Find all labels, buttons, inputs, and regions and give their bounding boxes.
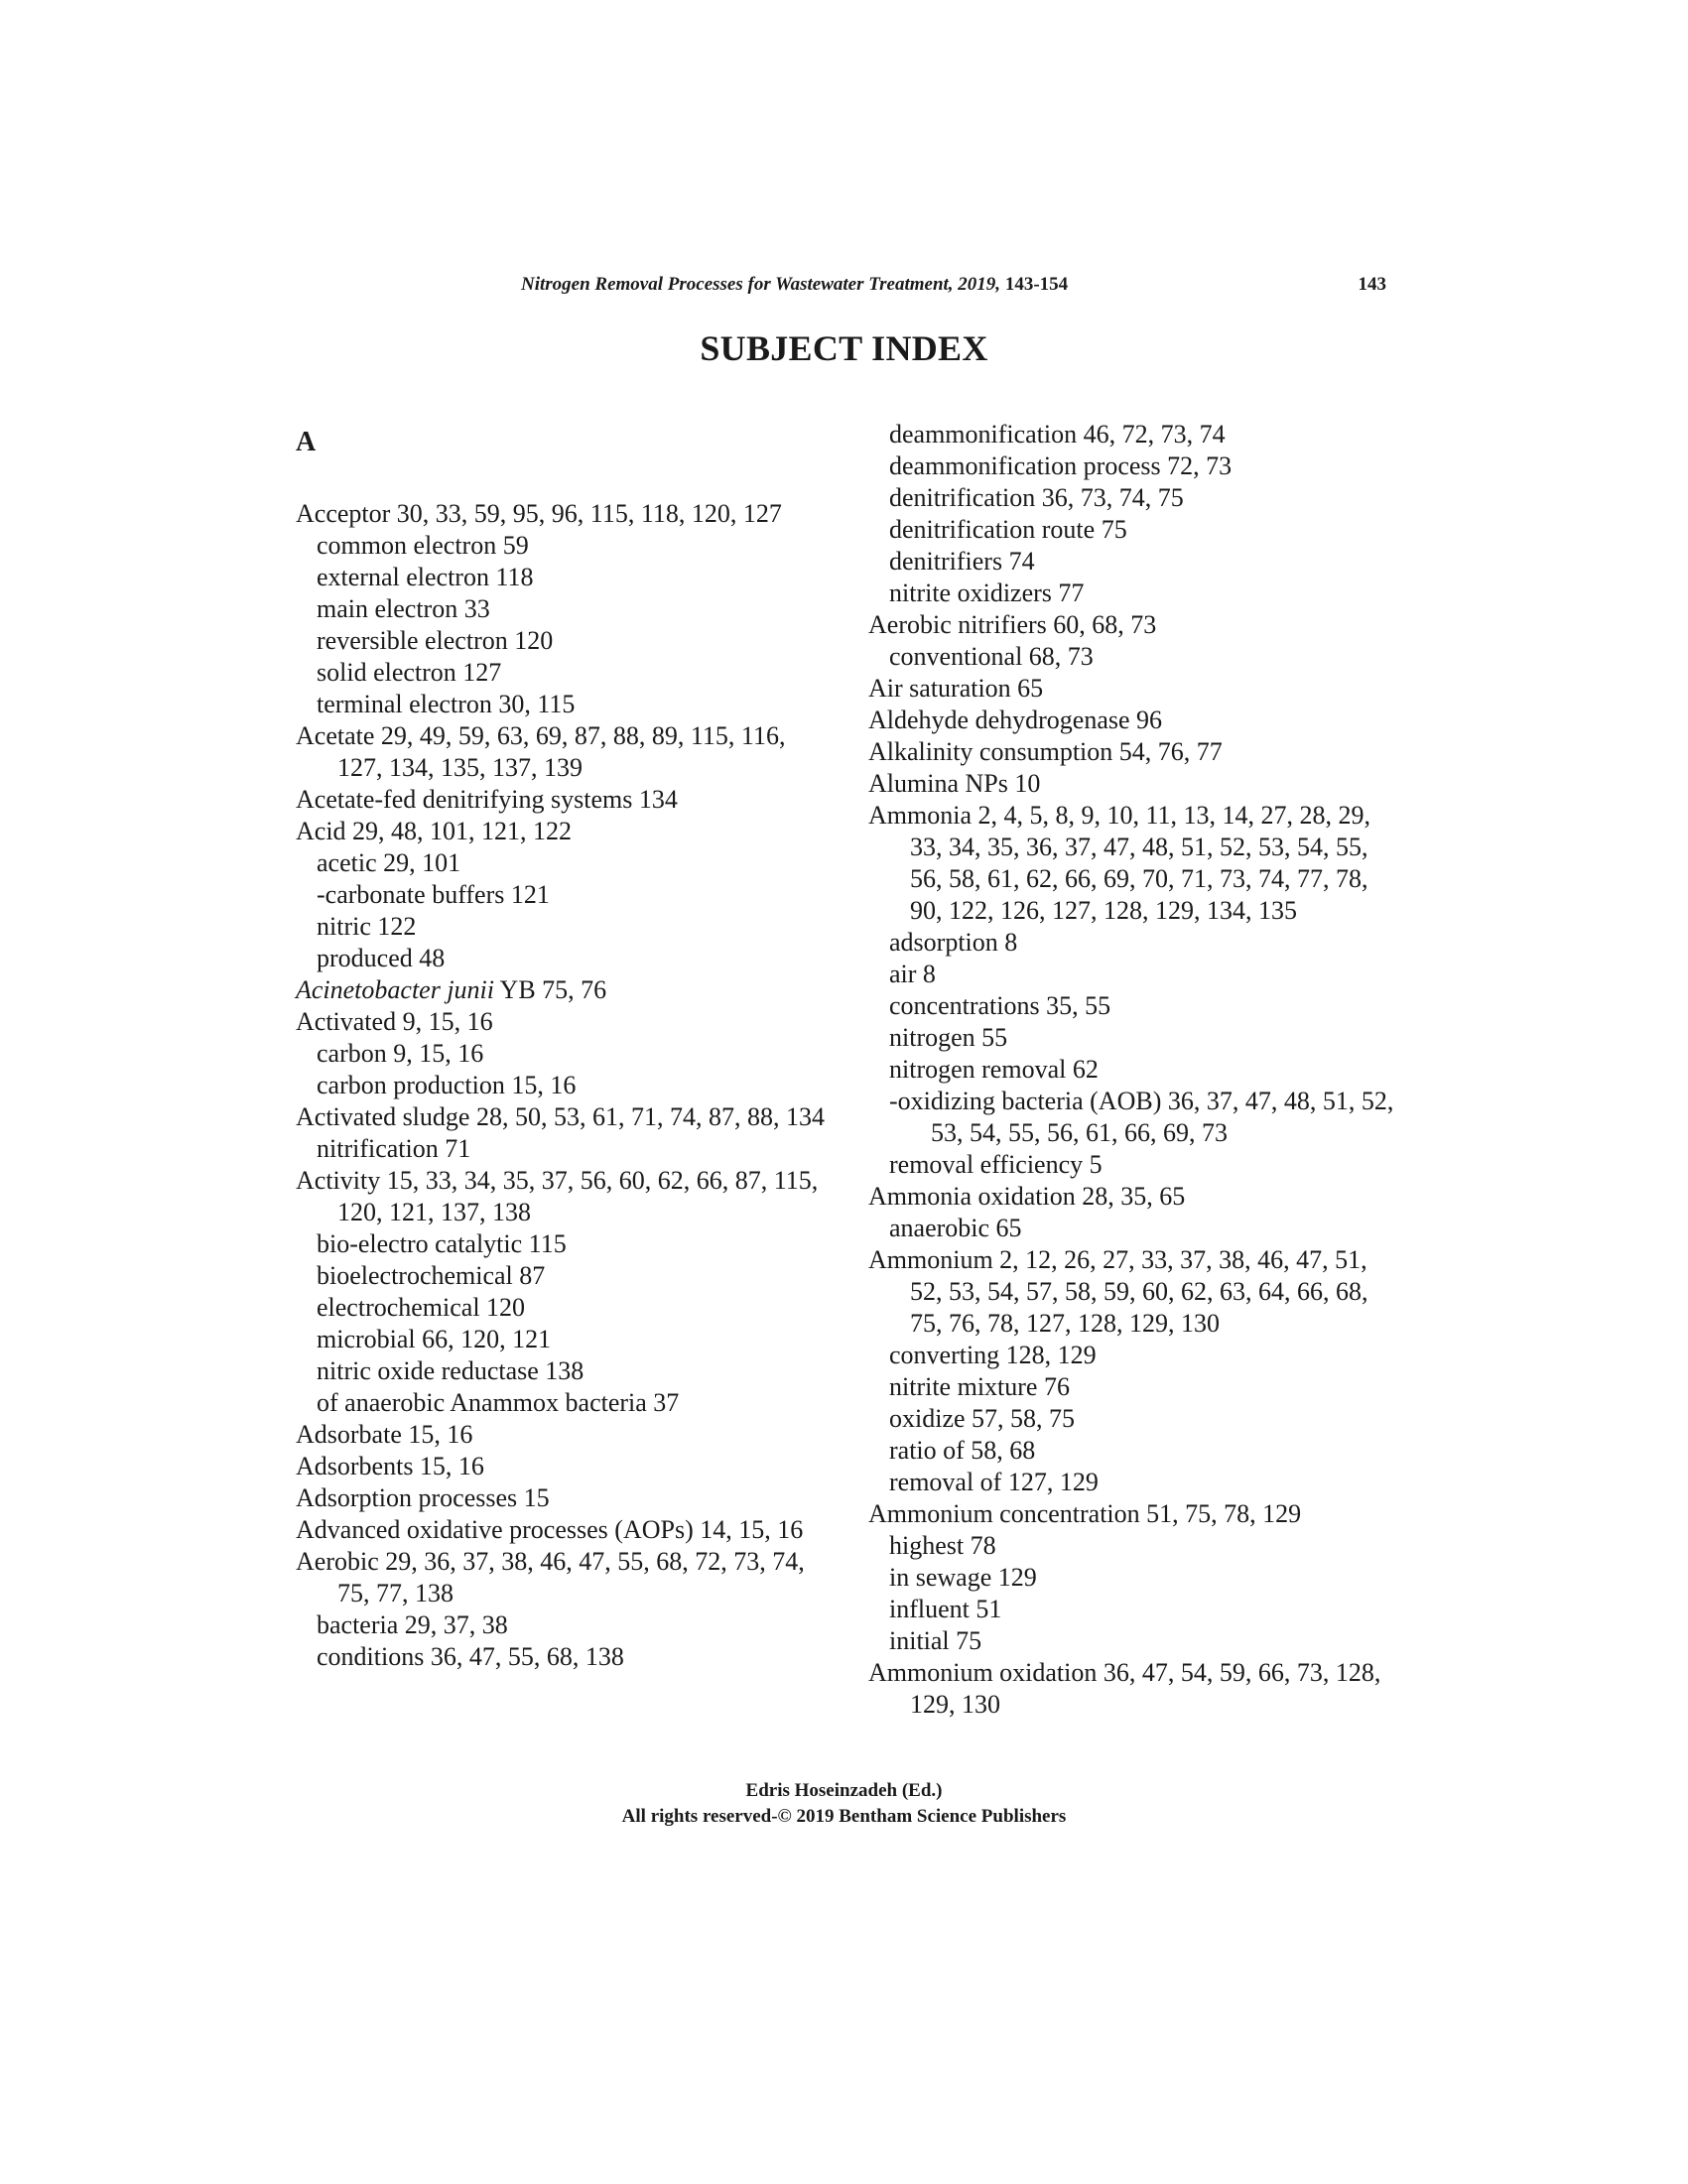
entry-text: reversible electron 120 bbox=[317, 626, 554, 655]
index-subentry bbox=[868, 1625, 1404, 1657]
entry-text: converting 128, 129 bbox=[889, 1341, 1097, 1369]
index-subentry bbox=[296, 879, 832, 911]
entry-text: Acceptor 30, 33, 59, 95, 96, 115, 118, 120, 127 bbox=[296, 499, 782, 528]
index-subentry bbox=[296, 847, 832, 879]
entry-text: terminal electron 30, 115 bbox=[317, 690, 576, 718]
entry-text: removal efficiency 5 bbox=[889, 1150, 1103, 1179]
index-subentry bbox=[296, 562, 832, 593]
entry-text: main electron 33 bbox=[317, 594, 490, 623]
entry-text: conditions 36, 47, 55, 68, 138 bbox=[317, 1642, 624, 1671]
entry-text: concentrations 35, 55 bbox=[889, 991, 1111, 1020]
index-subentry bbox=[296, 1228, 832, 1260]
entry-text: Adsorbate 15, 16 bbox=[296, 1420, 473, 1449]
index-entry bbox=[296, 974, 832, 1006]
index-entry bbox=[296, 1006, 832, 1038]
entry-text: nitrification 71 bbox=[317, 1134, 471, 1163]
right-entries bbox=[868, 419, 1404, 1721]
index-subentry bbox=[296, 911, 832, 943]
entry-text: conventional 68, 73 bbox=[889, 642, 1094, 671]
index-subentry bbox=[868, 1371, 1404, 1403]
index-entry bbox=[868, 705, 1404, 736]
entry-text: carbon production 15, 16 bbox=[317, 1071, 577, 1099]
entry-text: Acetate-fed denitrifying systems 134 bbox=[296, 785, 678, 814]
index-entry bbox=[296, 498, 832, 530]
index-subentry bbox=[296, 530, 832, 562]
entry-text: influent 51 bbox=[889, 1595, 1002, 1623]
index-subentry bbox=[868, 959, 1404, 990]
index-entry bbox=[296, 784, 832, 816]
entry-text: denitrifiers 74 bbox=[889, 547, 1035, 576]
entry-text: removal of 127, 129 bbox=[889, 1468, 1099, 1496]
index-subentry bbox=[296, 1641, 832, 1673]
index-subentry bbox=[296, 1070, 832, 1101]
entry-text: deammonification 46, 72, 73, 74 bbox=[889, 420, 1226, 449]
section-letter: A bbox=[296, 427, 317, 457]
entry-text: Ammonia 2, 4, 5, 8, 9, 10, 11, 13, 14, 27, 28, 29, 33, 34, 35, 36, 37, 47, 48, 51, 52, 53, 54, 55, 56, 58, 61, 62, 66, 69, 70, 71, 73, 74, 77, 78, 90, 122, 126, 127, 128, 129, 134, 135 bbox=[868, 801, 1371, 925]
entry-text: anaerobic 65 bbox=[889, 1214, 1022, 1242]
index-entry bbox=[296, 720, 832, 784]
page-number: 143 bbox=[1358, 274, 1386, 295]
entry-text: common electron 59 bbox=[317, 531, 529, 560]
index-subentry bbox=[868, 546, 1404, 578]
entry-text: Activated 9, 15, 16 bbox=[296, 1007, 493, 1036]
index-subentry bbox=[868, 1086, 1404, 1149]
index-subentry bbox=[868, 1467, 1404, 1498]
index-subentry bbox=[868, 1594, 1404, 1625]
entry-text: external electron 118 bbox=[317, 563, 534, 591]
entry-text: Ammonium 2, 12, 26, 27, 33, 37, 38, 46, 47, 51, 52, 53, 54, 57, 58, 59, 60, 62, 63, 64, 66, 68, 75, 76, 78, 127, 128, 129, 130 bbox=[868, 1245, 1368, 1338]
index-entry bbox=[296, 1101, 832, 1133]
entry-text: microbial 66, 120, 121 bbox=[317, 1325, 552, 1353]
entry-text: nitrogen 55 bbox=[889, 1023, 1008, 1052]
entry-text: in sewage 129 bbox=[889, 1563, 1037, 1592]
running-head bbox=[521, 274, 1166, 296]
entry-text: adsorption 8 bbox=[889, 928, 1018, 957]
index-subentry bbox=[868, 927, 1404, 959]
entry-text: electrochemical 120 bbox=[317, 1293, 526, 1322]
entry-text: solid electron 127 bbox=[317, 658, 502, 687]
index-subentry bbox=[868, 1530, 1404, 1562]
index-subentry bbox=[868, 641, 1404, 673]
entry-text: Alkalinity consumption 54, 76, 77 bbox=[868, 737, 1223, 766]
entry-text: Acetate 29, 49, 59, 63, 69, 87, 88, 89, 115, 116, 127, 134, 135, 137, 139 bbox=[296, 721, 786, 782]
entry-text: Ammonium oxidation 36, 47, 54, 59, 66, 73, 128, 129, 130 bbox=[868, 1658, 1381, 1719]
entry-text: bio-electro catalytic 115 bbox=[317, 1229, 567, 1258]
index-subentry bbox=[868, 1213, 1404, 1244]
entry-text: Acid 29, 48, 101, 121, 122 bbox=[296, 817, 573, 845]
index-entry bbox=[296, 816, 832, 847]
entry-text: Adsorption processes 15 bbox=[296, 1483, 550, 1512]
entry-text: acetic 29, 101 bbox=[317, 848, 461, 877]
index-subentry bbox=[296, 1324, 832, 1355]
entry-text: nitric oxide reductase 138 bbox=[317, 1356, 584, 1385]
entry-text: denitrification route 75 bbox=[889, 515, 1127, 544]
entry-text: oxidize 57, 58, 75 bbox=[889, 1404, 1076, 1433]
entry-text: Aerobic nitrifiers 60, 68, 73 bbox=[868, 610, 1157, 639]
index-entry bbox=[296, 1165, 832, 1228]
index-subentry bbox=[868, 1435, 1404, 1467]
entry-text: Adsorbents 15, 16 bbox=[296, 1452, 484, 1480]
index-entry bbox=[296, 1546, 832, 1609]
index-entry bbox=[868, 768, 1404, 800]
index-subentry bbox=[868, 1149, 1404, 1181]
index-entry bbox=[868, 1181, 1404, 1213]
index-subentry bbox=[296, 1260, 832, 1292]
index-entry bbox=[868, 1657, 1404, 1721]
index-subentry bbox=[296, 593, 832, 625]
entry-text: YB 75, 76 bbox=[494, 975, 607, 1004]
entry-text: carbon 9, 15, 16 bbox=[317, 1039, 484, 1068]
left-entries bbox=[296, 498, 832, 1673]
entry-text: -carbonate buffers 121 bbox=[317, 880, 550, 909]
entry-text: highest 78 bbox=[889, 1531, 996, 1560]
index-subentry bbox=[296, 657, 832, 689]
right-column bbox=[868, 419, 1404, 1721]
index-subentry bbox=[296, 1387, 832, 1419]
index-entry bbox=[296, 1419, 832, 1451]
index-subentry bbox=[868, 514, 1404, 546]
index-subentry bbox=[868, 1054, 1404, 1086]
index-entry bbox=[868, 736, 1404, 768]
entry-text: initial 75 bbox=[889, 1626, 982, 1655]
entry-text: ratio of 58, 68 bbox=[889, 1436, 1036, 1465]
index-entry bbox=[296, 1514, 832, 1546]
index-subentry bbox=[296, 689, 832, 720]
entry-text: produced 48 bbox=[317, 944, 446, 972]
index-subentry bbox=[868, 1403, 1404, 1435]
entry-text: nitrite mixture 76 bbox=[889, 1372, 1070, 1401]
italic-term: Acinetobacter junii bbox=[296, 975, 495, 1004]
entry-text: nitrite oxidizers 77 bbox=[889, 578, 1085, 607]
index-subentry bbox=[868, 1340, 1404, 1371]
entry-text: bioelectrochemical 87 bbox=[317, 1261, 546, 1290]
index-entry bbox=[868, 1244, 1404, 1340]
index-subentry bbox=[868, 482, 1404, 514]
index-entry bbox=[296, 1482, 832, 1514]
index-subentry bbox=[296, 1292, 832, 1324]
entry-text: nitrogen removal 62 bbox=[889, 1055, 1099, 1084]
index-entry bbox=[868, 673, 1404, 705]
entry-text: Ammonia oxidation 28, 35, 65 bbox=[868, 1182, 1186, 1211]
entry-text: Activity 15, 33, 34, 35, 37, 56, 60, 62, 66, 87, 115, 120, 121, 137, 138 bbox=[296, 1166, 819, 1226]
index-entry bbox=[868, 1498, 1404, 1530]
page-range: 143-154 bbox=[1004, 274, 1069, 295]
index-entry bbox=[868, 800, 1404, 927]
letter-spacer bbox=[296, 458, 832, 498]
entry-text: deammonification process 72, 73 bbox=[889, 451, 1233, 480]
index-subentry bbox=[868, 578, 1404, 609]
page-title: SUBJECT INDEX bbox=[700, 328, 988, 368]
index-subentry bbox=[296, 1609, 832, 1641]
entry-text: Ammonium concentration 51, 75, 78, 129 bbox=[868, 1499, 1302, 1528]
book-title: Nitrogen Removal Processes for Wastewater Treatment, 2019, bbox=[521, 274, 1001, 295]
footer-editor: Edris Hoseinzadeh (Ed.) bbox=[745, 1780, 943, 1801]
index-subentry bbox=[296, 625, 832, 657]
index-subentry bbox=[296, 1038, 832, 1070]
entry-text: Aerobic 29, 36, 37, 38, 46, 47, 55, 68, 72, 73, 74, 75, 77, 138 bbox=[296, 1547, 805, 1607]
index-entry bbox=[296, 1451, 832, 1482]
entry-text: Advanced oxidative processes (AOPs) 14, 15, 16 bbox=[296, 1515, 804, 1544]
entry-text: of anaerobic Anammox bacteria 37 bbox=[317, 1388, 680, 1417]
entry-text: Aldehyde dehydrogenase 96 bbox=[868, 706, 1163, 734]
index-subentry bbox=[296, 1355, 832, 1387]
entry-text: nitric 122 bbox=[317, 912, 417, 941]
entry-text: Alumina NPs 10 bbox=[868, 769, 1041, 798]
entry-text: denitrification 36, 73, 74, 75 bbox=[889, 483, 1184, 512]
index-subentry bbox=[868, 1022, 1404, 1054]
index-subentry bbox=[868, 450, 1404, 482]
index-subentry bbox=[296, 1133, 832, 1165]
entry-text: air 8 bbox=[889, 960, 936, 988]
index-subentry bbox=[868, 419, 1404, 450]
index-subentry bbox=[868, 990, 1404, 1022]
index-entry bbox=[868, 609, 1404, 641]
index-subentry bbox=[868, 1562, 1404, 1594]
left-column bbox=[296, 419, 832, 1673]
entry-text: bacteria 29, 37, 38 bbox=[317, 1610, 508, 1639]
entry-text: Activated sludge 28, 50, 53, 61, 71, 74, 87, 88, 134 bbox=[296, 1102, 825, 1131]
entry-text: -oxidizing bacteria (AOB) 36, 37, 47, 48, 51, 52, 53, 54, 55, 56, 61, 66, 69, 73 bbox=[889, 1087, 1394, 1147]
footer-rights: All rights reserved-© 2019 Bentham Science Publishers bbox=[621, 1806, 1067, 1827]
index-subentry bbox=[296, 943, 832, 974]
entry-text: Air saturation 65 bbox=[868, 674, 1044, 703]
